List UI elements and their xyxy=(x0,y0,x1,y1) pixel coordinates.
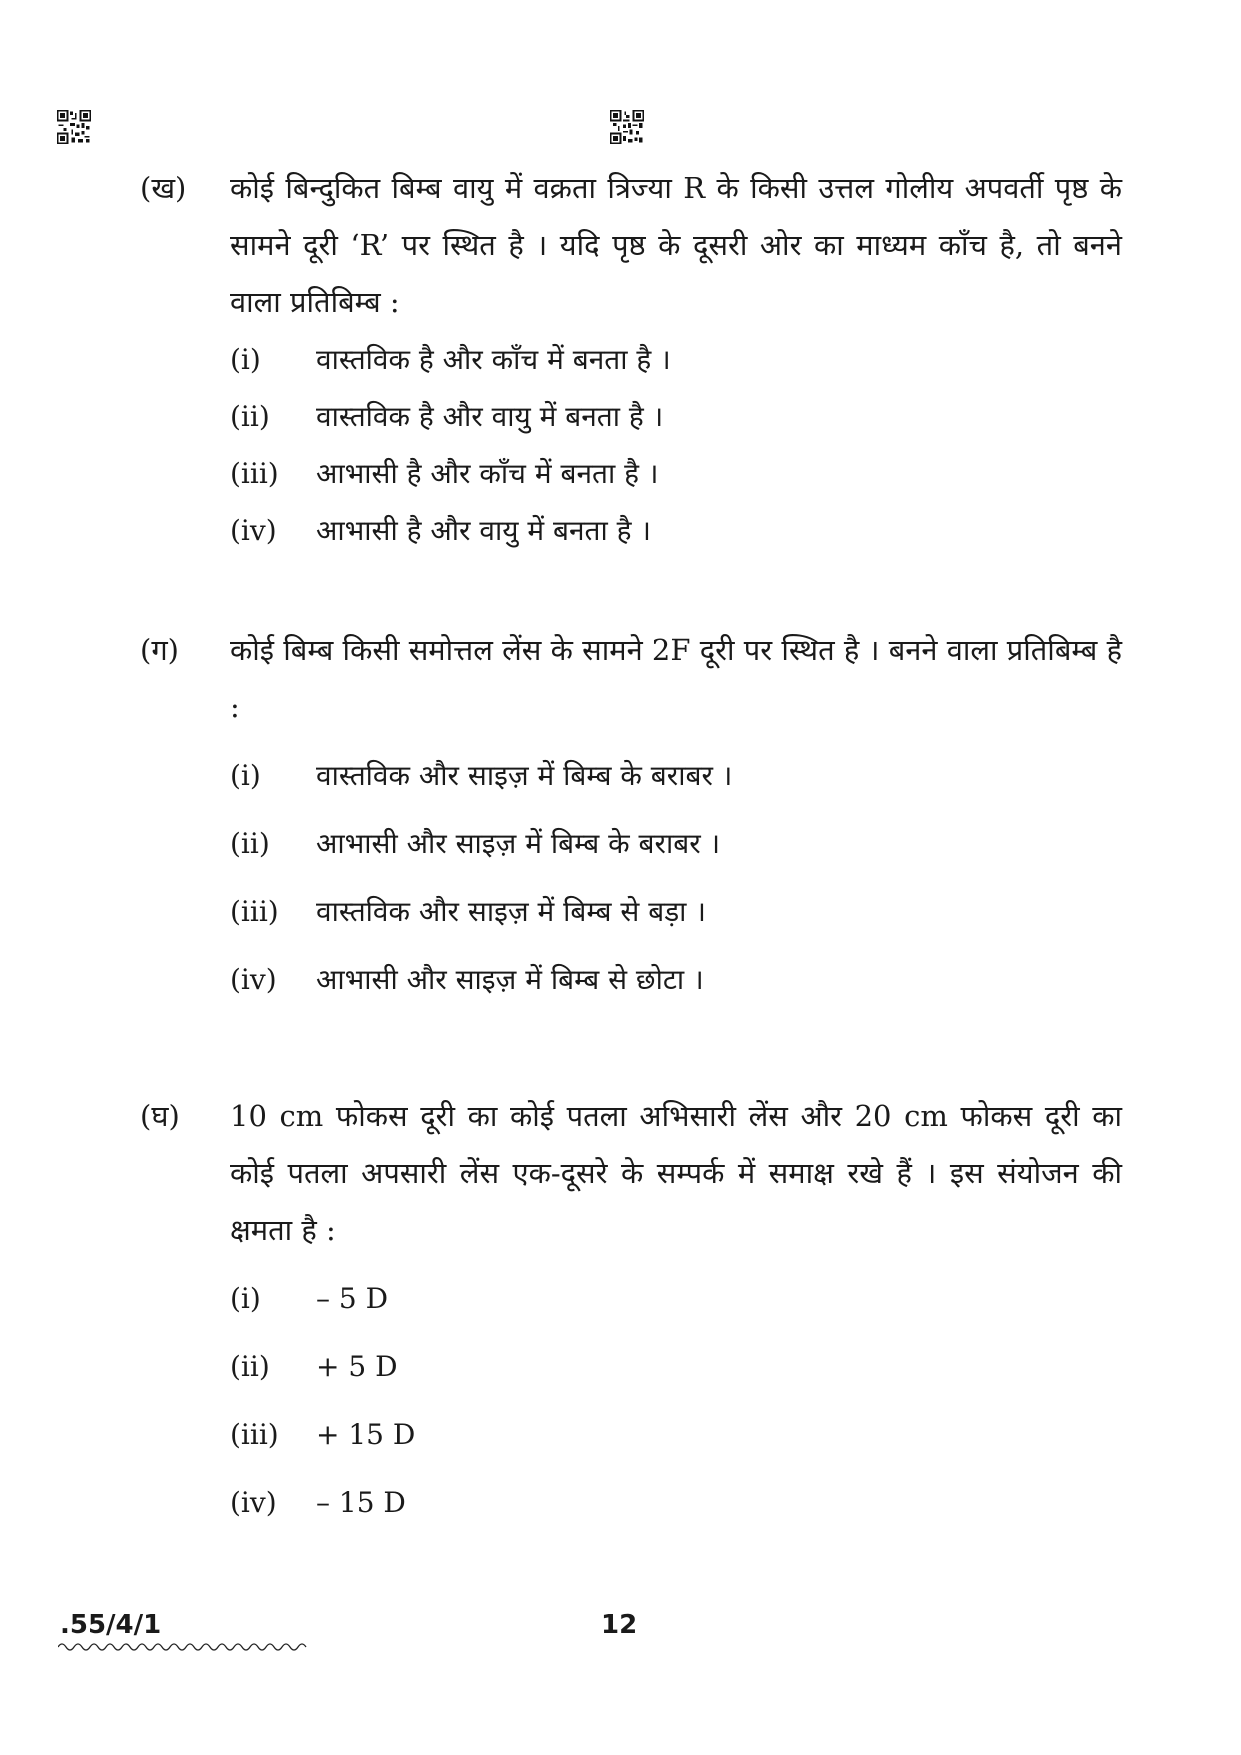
options-list xyxy=(230,1265,1122,1537)
option-item xyxy=(230,1469,1122,1537)
option-text: वास्तविक है और वायु में बनता है । xyxy=(316,400,664,433)
question-gha xyxy=(140,1088,1122,1537)
options-list xyxy=(230,331,1122,559)
question-text: कोई बिम्ब किसी समोत्तल लेंस के सामने 2F दूरी पर स्थित है । बनने वाला प्रतिबिम्ब है : xyxy=(230,633,1122,724)
qr-code-center-icon xyxy=(610,110,644,144)
option-item xyxy=(230,502,1122,559)
option-item xyxy=(230,742,1122,810)
option-text: + 15 D xyxy=(316,1418,416,1451)
question-label: (घ) xyxy=(140,1099,180,1133)
option-item xyxy=(230,810,1122,878)
option-item xyxy=(230,946,1122,1014)
paper-code: .55/4/1 xyxy=(60,1610,162,1640)
option-number: (iii) xyxy=(230,1418,279,1451)
options-list xyxy=(230,742,1122,1014)
option-item xyxy=(230,1401,1122,1469)
option-text: आभासी है और काँच में बनता है । xyxy=(316,457,659,490)
option-item xyxy=(230,331,1122,388)
option-number: (iv) xyxy=(230,1486,277,1519)
option-item xyxy=(230,1333,1122,1401)
question-label: (ग) xyxy=(140,633,179,667)
option-number: (ii) xyxy=(230,1350,270,1383)
question-text: 10 cm फोकस दूरी का कोई पतला अभिसारी लेंस और 20 cm फोकस दूरी का कोई पतला अपसारी लेंस एक-दूसरे के सम्पर्क में समाक्ष रखे हैं । इस संयोजन की क्षमता है : xyxy=(230,1099,1122,1247)
option-number: (i) xyxy=(230,1282,261,1315)
option-item xyxy=(230,1265,1122,1333)
option-text: आभासी है और वायु में बनता है । xyxy=(316,514,652,547)
option-text: आभासी और साइज़ में बिम्ब से छोटा । xyxy=(316,963,704,996)
option-number: (i) xyxy=(230,759,261,792)
question-text: कोई बिन्दुकित बिम्ब वायु में वक्रता त्रिज्या R के किसी उत्तल गोलीय अपवर्ती पृष्ठ के सामने दूरी ‘R’ पर स्थित है । यदि पृष्ठ के दूसरी ओर का माध्यम काँच है, तो बनने वाला प्रतिबिम्ब : xyxy=(230,171,1122,319)
option-text: + 5 D xyxy=(316,1350,398,1383)
option-number: (ii) xyxy=(230,400,270,433)
wavy-underline-icon xyxy=(58,1640,310,1654)
option-number: (iii) xyxy=(230,895,279,928)
qr-code-left-icon xyxy=(57,110,91,144)
option-text: आभासी और साइज़ में बिम्ब के बराबर । xyxy=(316,827,721,860)
option-text: वास्तविक और साइज़ में बिम्ब के बराबर । xyxy=(316,759,733,792)
option-text: वास्तविक है और काँच में बनता है । xyxy=(316,343,671,376)
option-number: (iv) xyxy=(230,514,277,547)
option-number: (iii) xyxy=(230,457,279,490)
question-kha xyxy=(140,160,1122,559)
question-ga xyxy=(140,622,1122,1014)
option-item xyxy=(230,878,1122,946)
option-item xyxy=(230,445,1122,502)
page-number: 12 xyxy=(601,1610,638,1640)
option-text: – 5 D xyxy=(316,1282,389,1315)
option-text: वास्तविक और साइज़ में बिम्ब से बड़ा । xyxy=(316,895,706,928)
option-number: (i) xyxy=(230,343,261,376)
question-label: (ख) xyxy=(140,171,187,205)
option-number: (iv) xyxy=(230,963,277,996)
option-number: (ii) xyxy=(230,827,270,860)
option-item xyxy=(230,388,1122,445)
option-text: – 15 D xyxy=(316,1486,406,1519)
